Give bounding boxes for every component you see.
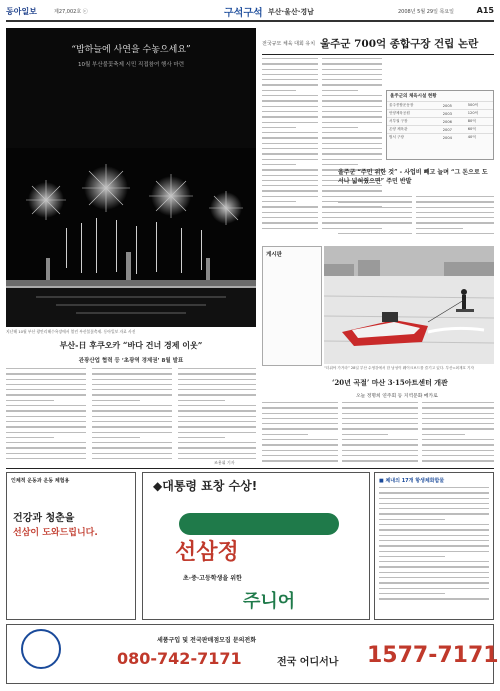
text-line bbox=[262, 434, 308, 435]
text-line bbox=[262, 423, 338, 424]
text-line bbox=[322, 132, 382, 133]
text-line bbox=[322, 100, 382, 101]
table-row: 언양체육공원 2003 120억 bbox=[387, 110, 493, 118]
text-line bbox=[178, 426, 256, 427]
text-line bbox=[322, 164, 358, 165]
text-line bbox=[262, 228, 318, 229]
text-line bbox=[416, 233, 494, 234]
photo-caption: “더위야 가거라” 28일 부산 수영강에서 한 남성이 웨이크보드를 즐기고 있다. 부산=최재호 기자 bbox=[324, 366, 474, 370]
text-line bbox=[416, 201, 494, 202]
text-line bbox=[178, 384, 256, 385]
text-line bbox=[262, 169, 318, 170]
ad-left-line1: 건강과 청춘을 bbox=[13, 513, 75, 524]
text-line bbox=[262, 122, 318, 123]
text-line bbox=[422, 413, 494, 414]
text-line bbox=[262, 148, 318, 149]
text-line bbox=[322, 58, 382, 59]
text-line bbox=[322, 116, 382, 117]
text-line bbox=[262, 90, 296, 91]
text-line bbox=[342, 455, 418, 456]
text-line bbox=[178, 447, 256, 448]
text-line bbox=[422, 439, 494, 440]
text-line bbox=[262, 450, 338, 451]
wakeboard-photo bbox=[324, 246, 494, 364]
text-line bbox=[379, 503, 489, 504]
text-line bbox=[322, 106, 382, 107]
masthead bbox=[6, 4, 494, 22]
text-line bbox=[338, 212, 412, 213]
text-line bbox=[262, 185, 318, 186]
text-line bbox=[92, 458, 172, 459]
text-line bbox=[6, 421, 86, 422]
text-line bbox=[422, 450, 494, 451]
ad-right bbox=[374, 472, 494, 620]
text-line bbox=[92, 368, 172, 369]
text-line bbox=[342, 402, 418, 403]
text-line bbox=[262, 413, 338, 414]
text-line bbox=[178, 389, 256, 390]
text-line bbox=[338, 217, 412, 218]
text-line bbox=[6, 447, 86, 448]
text-line bbox=[322, 153, 382, 154]
text-line bbox=[92, 426, 172, 427]
ad-phone: 1577-7171 bbox=[367, 643, 499, 668]
fireworks-photo bbox=[6, 148, 256, 327]
text-line bbox=[92, 416, 172, 417]
text-line bbox=[92, 373, 172, 374]
text-line bbox=[92, 437, 140, 438]
text-line bbox=[6, 400, 54, 401]
text-line bbox=[262, 190, 318, 191]
text-line bbox=[338, 201, 412, 202]
text-line bbox=[379, 556, 445, 557]
text-line bbox=[92, 442, 172, 443]
text-line bbox=[322, 90, 358, 91]
text-line bbox=[379, 561, 489, 562]
fire-article-col-1 bbox=[6, 368, 86, 464]
text-line bbox=[342, 434, 388, 435]
artcenter-col-2 bbox=[342, 402, 418, 466]
text-line bbox=[379, 566, 489, 567]
text-line bbox=[262, 212, 318, 213]
text-line bbox=[416, 196, 494, 197]
text-line bbox=[322, 79, 382, 80]
text-line bbox=[342, 439, 418, 440]
ulsan-headline: 울주군 700억 종합구장 건립 논란 bbox=[320, 38, 479, 50]
table bbox=[387, 101, 493, 141]
ad-badge bbox=[179, 513, 339, 535]
text-line bbox=[6, 379, 86, 380]
ad-main bbox=[142, 472, 370, 620]
text-line bbox=[92, 447, 172, 448]
text-line bbox=[262, 180, 318, 181]
text-line bbox=[92, 410, 172, 411]
text-line bbox=[342, 407, 418, 408]
text-line bbox=[322, 127, 358, 128]
region-name: 부산·울산·경남 bbox=[268, 8, 314, 16]
text-line bbox=[422, 444, 494, 445]
text-line bbox=[379, 513, 489, 514]
river-col-2 bbox=[416, 196, 494, 242]
ad-phone-label: 전국 어디서나 bbox=[277, 657, 339, 668]
text-line bbox=[262, 63, 318, 64]
text-line bbox=[379, 572, 489, 573]
text-line bbox=[6, 405, 86, 406]
ad-logo bbox=[21, 629, 61, 669]
text-line bbox=[262, 127, 296, 128]
fire-article-col-2 bbox=[92, 368, 172, 464]
table-row: 온양 체육관 2007 60억 bbox=[387, 126, 493, 134]
text-line bbox=[6, 373, 86, 374]
river-headline: 울주군 “주민 위한 것” - 사업비 빼고 늘며 “그 돈으로 도서나 넓혀줬으면” 주민 반발 bbox=[338, 169, 488, 185]
publication-name: 동아일보 bbox=[6, 7, 37, 16]
text-line bbox=[6, 384, 86, 385]
text-line bbox=[262, 175, 318, 176]
text-line bbox=[6, 442, 86, 443]
text-line bbox=[416, 212, 494, 213]
artcenter-col-3 bbox=[422, 402, 494, 466]
text-line bbox=[262, 153, 318, 154]
text-line bbox=[379, 519, 445, 520]
feature-title: “밤하늘에 사연을 수놓으세요” bbox=[71, 45, 191, 55]
text-line bbox=[262, 159, 318, 160]
text-line bbox=[178, 453, 256, 454]
text-line bbox=[322, 159, 382, 160]
text-line bbox=[322, 95, 382, 96]
text-line bbox=[342, 423, 418, 424]
text-line bbox=[6, 368, 86, 369]
facility-table bbox=[386, 90, 494, 160]
text-line bbox=[262, 111, 318, 112]
text-line bbox=[379, 593, 445, 594]
ad-footer bbox=[6, 624, 499, 684]
text-line bbox=[322, 122, 382, 123]
text-line bbox=[262, 217, 318, 218]
text-line bbox=[92, 432, 172, 433]
text-line bbox=[178, 373, 256, 374]
text-line bbox=[92, 384, 172, 385]
text-line bbox=[416, 217, 494, 218]
text-line bbox=[6, 389, 86, 390]
text-line bbox=[379, 498, 489, 499]
text-line bbox=[262, 132, 318, 133]
text-line bbox=[92, 400, 140, 401]
text-line bbox=[262, 201, 296, 202]
issue-number: 제27,002호 ⓒ bbox=[54, 9, 88, 15]
feature-caption: 지난해 10월 부산 광안리해수욕장에서 열린 부산불꽃축제. 동아일보 자료 사진 bbox=[6, 329, 136, 334]
table-title: 울주군의 체육시설 현황 bbox=[390, 94, 437, 99]
ad-divider bbox=[6, 468, 494, 469]
text-line bbox=[6, 437, 54, 438]
text-line bbox=[416, 207, 494, 208]
artcenter-subtitle: 오늘 정명희 연주회 등 지역문화 메카로 bbox=[356, 394, 438, 399]
fire-article-col-3 bbox=[178, 368, 256, 464]
fire-article-headline: 부산-日 후쿠오카 “바다 건너 경제 이웃” bbox=[59, 340, 203, 350]
text-line bbox=[92, 394, 172, 395]
text-line bbox=[322, 137, 382, 138]
feature-subtitle: 10월 부산불꽃축제 시민 직접참여 행사 마련 bbox=[77, 62, 185, 68]
ulsan-kicker: 전국규모 체육 대회 유치 bbox=[262, 41, 316, 47]
text-line bbox=[262, 74, 318, 75]
text-line bbox=[262, 84, 318, 85]
artcenter-headline: ‘20년 곡절’ 마산 3·15아트센터 개관 bbox=[332, 378, 448, 387]
text-line bbox=[262, 206, 318, 207]
text-line bbox=[262, 407, 338, 408]
ad-foot-phone: 080-742-7171 bbox=[117, 649, 242, 668]
text-line bbox=[262, 137, 318, 138]
text-line bbox=[178, 368, 256, 369]
text-line bbox=[262, 95, 318, 96]
text-line bbox=[92, 379, 172, 380]
notice-title: 게시판 bbox=[266, 252, 282, 258]
ad-brand-2: 주니어 bbox=[243, 591, 296, 612]
text-line bbox=[6, 410, 86, 411]
text-line bbox=[379, 598, 489, 599]
notice-box bbox=[262, 246, 322, 366]
text-line bbox=[322, 111, 382, 112]
text-line bbox=[322, 84, 382, 85]
text-line bbox=[379, 508, 489, 509]
text-line bbox=[178, 416, 256, 417]
text-line bbox=[379, 545, 489, 546]
text-line bbox=[342, 460, 418, 461]
text-line bbox=[338, 233, 412, 234]
text-line bbox=[379, 540, 489, 541]
text-line bbox=[92, 405, 172, 406]
text-line bbox=[92, 453, 172, 454]
text-line bbox=[422, 423, 494, 424]
ad-foot-text: 세품구입 및 전국판매점모집 문의전화 bbox=[157, 637, 257, 644]
ad-right-title: ■ 체내의 17개 항생체화합물 bbox=[379, 478, 445, 484]
text-line bbox=[342, 444, 418, 445]
text-line bbox=[342, 413, 418, 414]
page-number: A15 bbox=[476, 6, 494, 15]
text-line bbox=[379, 588, 489, 589]
text-line bbox=[422, 402, 494, 403]
text-line bbox=[342, 428, 418, 429]
text-line bbox=[92, 421, 172, 422]
text-line bbox=[338, 228, 382, 229]
ad-left-title: 인체적 운동과 운동 체험용 bbox=[11, 478, 70, 484]
text-line bbox=[379, 582, 489, 583]
text-line bbox=[379, 492, 489, 493]
text-line bbox=[342, 450, 418, 451]
issue-date: 2008년 5월 29일 목요일 bbox=[398, 9, 455, 15]
text-line bbox=[322, 63, 382, 64]
text-line bbox=[262, 116, 318, 117]
text-line bbox=[178, 442, 256, 443]
text-line bbox=[379, 529, 489, 530]
fire-article-subtitle: 관광산업 협력 등 ‘초광역 경제권’ 8월 발표 bbox=[78, 358, 184, 364]
text-line bbox=[379, 524, 489, 525]
text-line bbox=[92, 389, 172, 390]
text-line bbox=[322, 74, 382, 75]
text-line bbox=[262, 428, 338, 429]
text-line bbox=[422, 455, 494, 456]
ad-brand-1: 선삼정 bbox=[175, 539, 239, 565]
text-line bbox=[322, 148, 382, 149]
text-line bbox=[6, 453, 86, 454]
text-line bbox=[322, 69, 382, 70]
text-line bbox=[422, 418, 494, 419]
feature-box bbox=[6, 28, 256, 327]
text-line bbox=[262, 455, 338, 456]
text-line bbox=[262, 460, 338, 461]
text-line bbox=[416, 228, 463, 229]
text-line bbox=[6, 426, 86, 427]
table-row: 울주종합운동장 2005 500억 bbox=[387, 102, 493, 110]
text-line bbox=[6, 432, 86, 433]
text-line bbox=[262, 100, 318, 101]
text-line bbox=[338, 222, 412, 223]
river-col-1 bbox=[338, 196, 412, 242]
text-line bbox=[338, 196, 412, 197]
text-line bbox=[262, 439, 338, 440]
text-line bbox=[262, 196, 318, 197]
text-line bbox=[262, 79, 318, 80]
ad-left-line2: 선삼이 도와드립니다. bbox=[13, 528, 98, 538]
text-line bbox=[342, 418, 418, 419]
text-line bbox=[379, 577, 489, 578]
text-line bbox=[178, 421, 256, 422]
text-line bbox=[422, 428, 494, 429]
ad-tagline: 초·중·고등학생을 위한 bbox=[183, 575, 242, 582]
text-line bbox=[262, 164, 296, 165]
text-line bbox=[178, 437, 225, 438]
text-line bbox=[6, 394, 86, 395]
text-line bbox=[262, 444, 338, 445]
text-line bbox=[338, 207, 412, 208]
text-line bbox=[262, 418, 338, 419]
text-line bbox=[262, 402, 338, 403]
table-row: 범서 구장 2004 40억 bbox=[387, 134, 493, 142]
text-line bbox=[379, 487, 489, 488]
text-line bbox=[422, 460, 494, 461]
text-line bbox=[178, 432, 256, 433]
text-line bbox=[379, 551, 489, 552]
text-line bbox=[262, 69, 318, 70]
fire-article-byline: 조용휘 기자 bbox=[214, 460, 235, 465]
text-line bbox=[262, 106, 318, 107]
text-line bbox=[379, 535, 489, 536]
section-name: 구석구석 bbox=[224, 8, 263, 19]
text-line bbox=[178, 410, 256, 411]
text-line bbox=[262, 222, 318, 223]
ad-left bbox=[6, 472, 136, 620]
text-line bbox=[178, 400, 225, 401]
text-line bbox=[322, 190, 382, 191]
text-line bbox=[416, 222, 494, 223]
table-row: 서부권 구장 2006 80억 bbox=[387, 118, 493, 126]
text-line bbox=[262, 58, 318, 59]
ad-banner: ◆대통령 표창 수상! bbox=[153, 479, 258, 493]
text-line bbox=[262, 143, 318, 144]
ad-right-body bbox=[379, 487, 489, 607]
ulsan-col-1 bbox=[262, 58, 318, 238]
artcenter-col-1 bbox=[262, 402, 338, 466]
text-line bbox=[178, 394, 256, 395]
text-line bbox=[422, 407, 494, 408]
text-line bbox=[322, 143, 382, 144]
divider bbox=[262, 54, 494, 55]
text-line bbox=[422, 434, 465, 435]
text-line bbox=[178, 405, 256, 406]
text-line bbox=[6, 416, 86, 417]
text-line bbox=[178, 379, 256, 380]
text-line bbox=[6, 458, 86, 459]
